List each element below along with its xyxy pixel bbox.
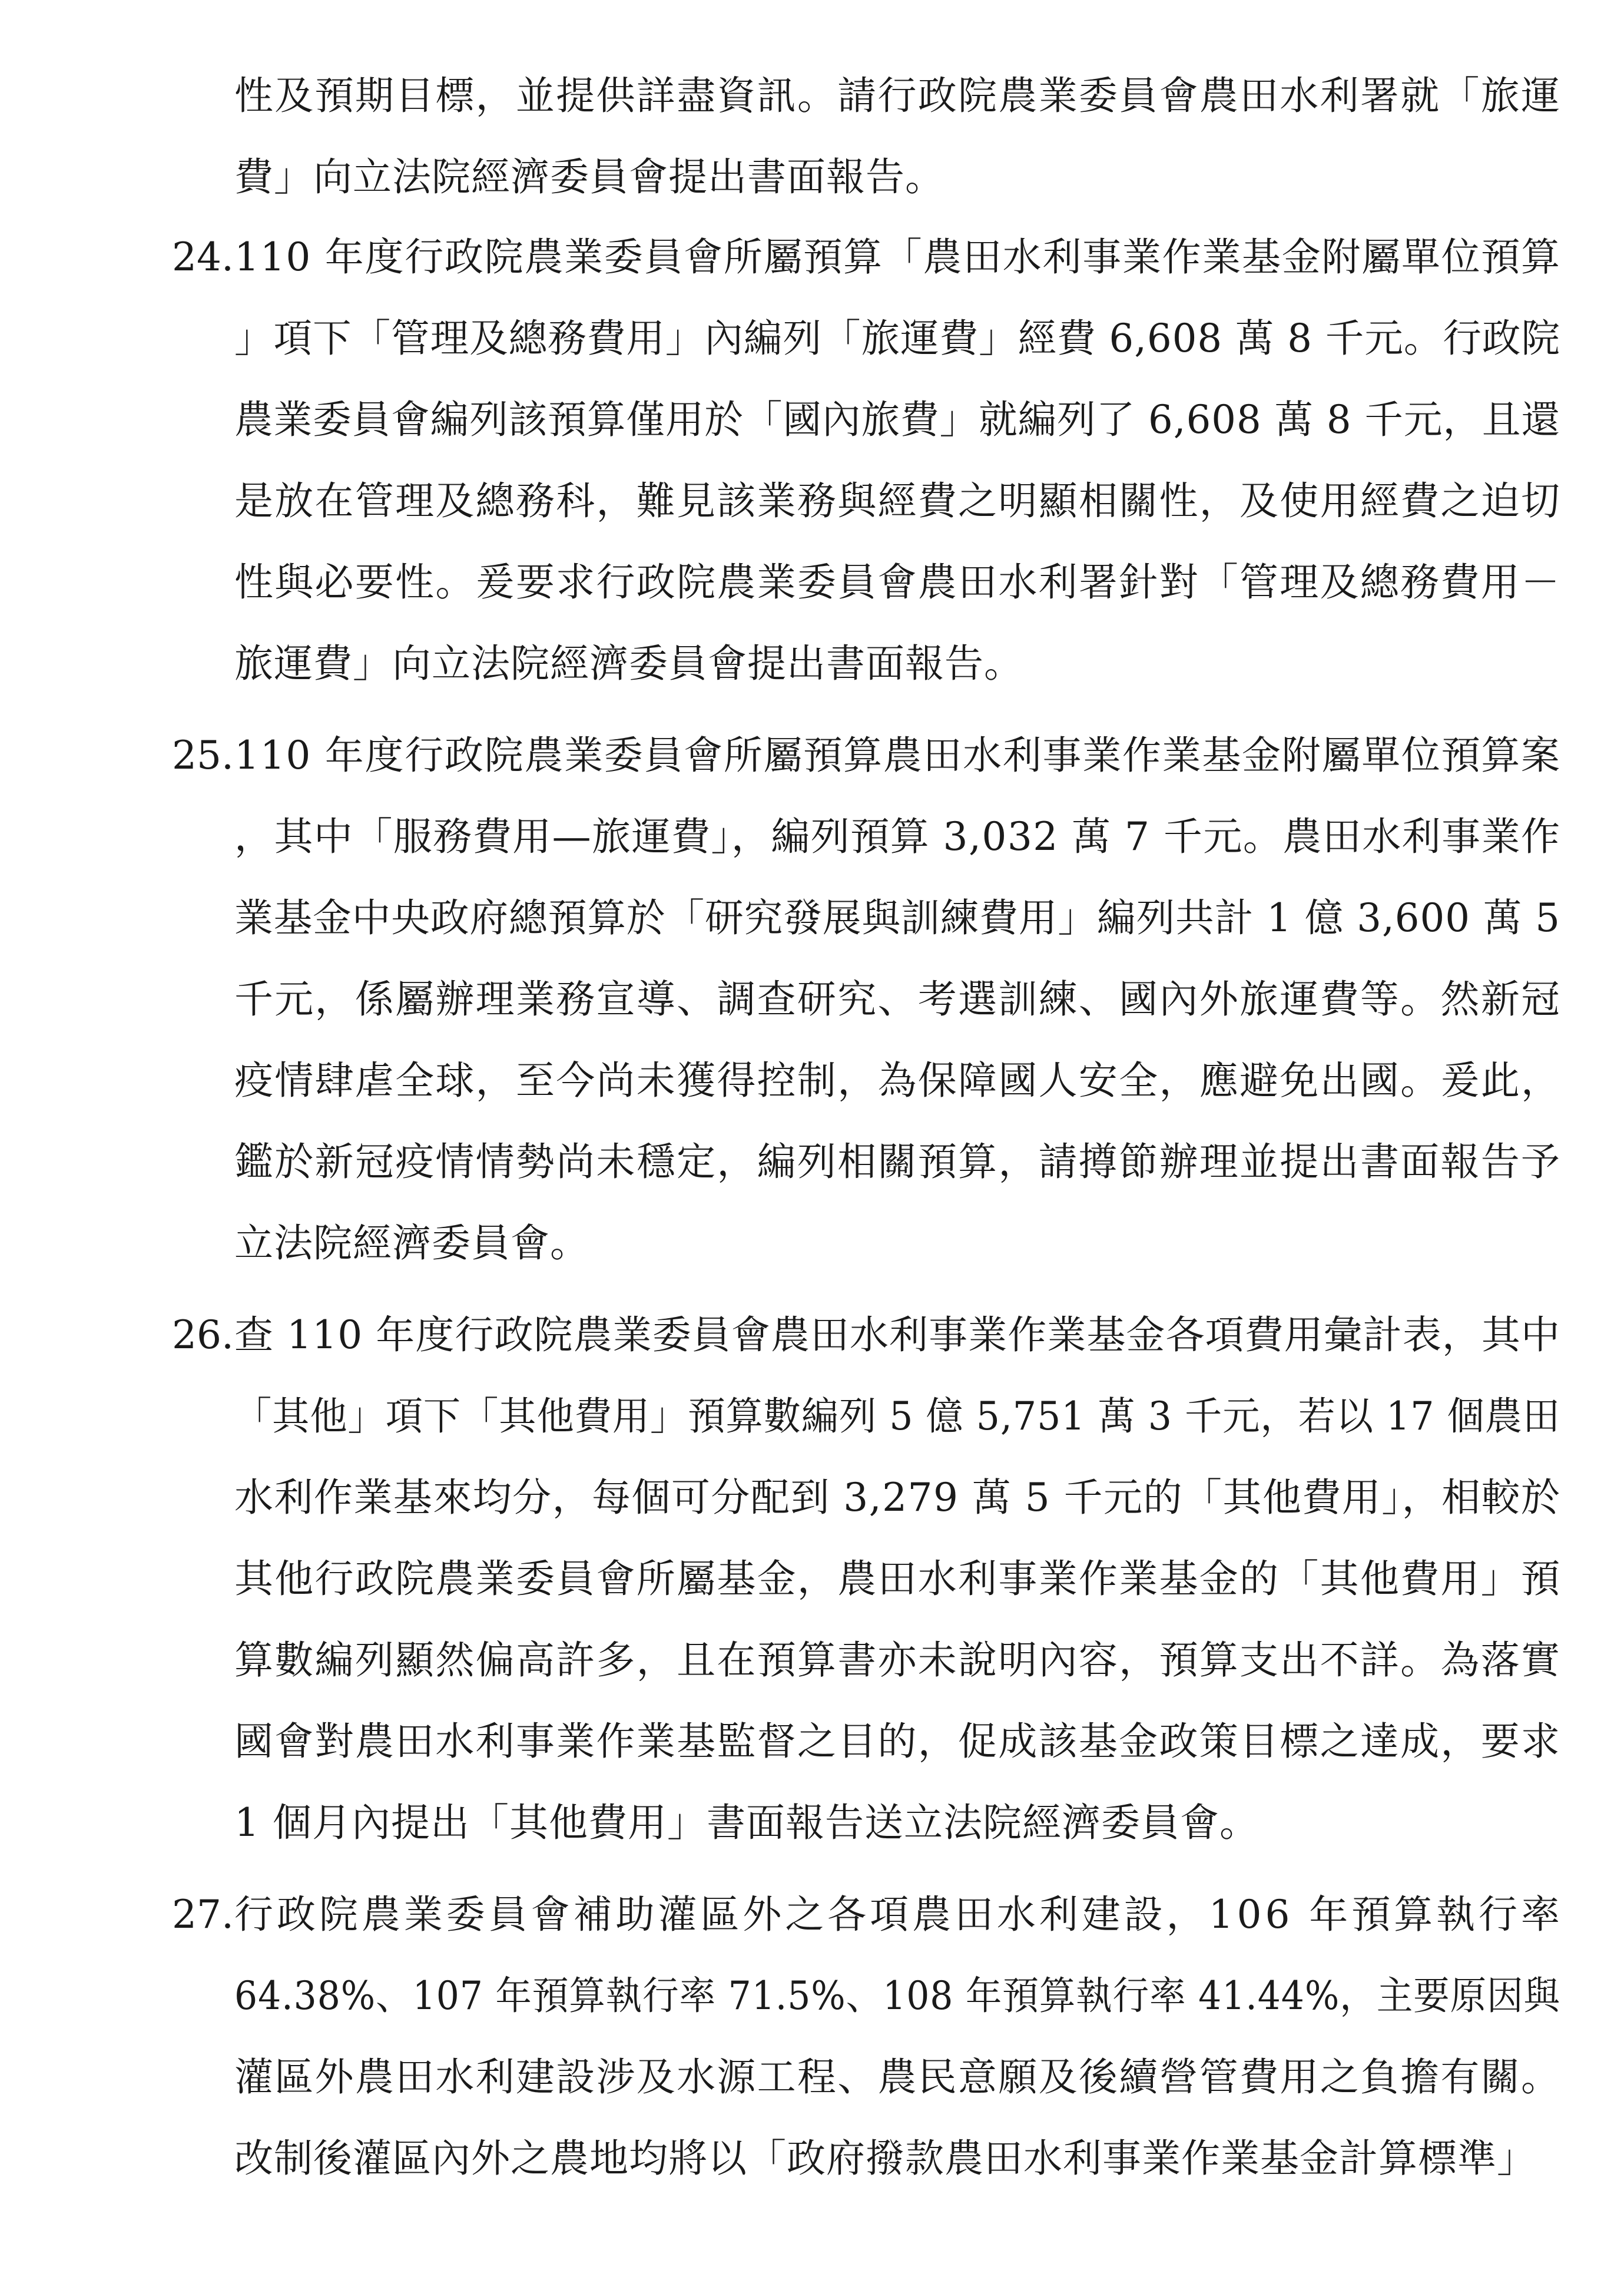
item-number: 25. — [172, 733, 234, 778]
text-line: 千元，係屬辦理業務宣導、調查研究、考選訓練、國內外旅運費等。然新冠 — [234, 977, 1562, 1022]
text-line: 水利作業基來均分，每個可分配到 3,279 萬 5 千元的「其他費用」，相較於 — [234, 1475, 1561, 1520]
item-number: 26. — [172, 1312, 234, 1358]
text-line: 費」向立法院經濟委員會提出書面報告。 — [234, 154, 944, 200]
text-line: 110 年度行政院農業委員會所屬預算「農田水利事業作業基金附屬單位預算 — [234, 234, 1561, 280]
text-line: 查 110 年度行政院農業委員會農田水利事業作業基金各項費用彙計表，其中 — [234, 1312, 1561, 1358]
text-line: 農業委員會編列該預算僅用於「國內旅費」就編列了 6,608 萬 8 千元，且還 — [234, 397, 1560, 442]
text-line: 行政院農業委員會補助灌區外之各項農田水利建設，106 年預算執行率 — [234, 1892, 1563, 1937]
text-line: 立法院經濟委員會。 — [234, 1220, 589, 1266]
text-line: 性與必要性。爰要求行政院農業委員會農田水利署針對「管理及總務費用－ — [234, 560, 1562, 605]
item-number: 24. — [172, 234, 234, 280]
text-line: 國會對農田水利事業作業基監督之目的，促成該基金政策目標之達成，要求 — [234, 1719, 1562, 1764]
text-line: 64.38%、107 年預算執行率 71.5%、108 年預算執行率 41.44%，主要原因與 — [234, 1973, 1560, 2018]
text-line: 疫情肆虐全球，至今尚未獲得控制，為保障國人安全，應避免出國。爰此， — [234, 1058, 1562, 1103]
text-line: 性及預期目標，並提供詳盡資訊。請行政院農業委員會農田水利署就「旅運 — [234, 73, 1562, 118]
text-line: ，其中「服務費用—旅運費」，編列預算 3,032 萬 7 千元。農田水利事業作 — [234, 814, 1561, 859]
text-line: 旅運費」向立法院經濟委員會提出書面報告。 — [234, 641, 1023, 686]
text-line: 改制後灌區內外之農地均將以「政府撥款農田水利事業作業基金計算標準」 — [234, 2136, 1536, 2181]
item-number: 27. — [172, 1892, 234, 1937]
text-line: 」項下「管理及總務費用」內編列「旅運費」經費 6,608 萬 8 千元。行政院 — [234, 316, 1560, 361]
text-line: 1 個月內提出「其他費用」書面報告送立法院經濟委員會。 — [234, 1800, 1259, 1845]
text-line: 鑑於新冠疫情情勢尚未穩定，編列相關預算，請撙節辦理並提出書面報告予 — [234, 1139, 1562, 1184]
text-line: 其他行政院農業委員會所屬基金，農田水利事業作業基金的「其他費用」預 — [234, 1556, 1562, 1601]
text-line: 「其他」項下「其他費用」預算數編列 5 億 5,751 萬 3 千元，若以 17 個農田 — [234, 1394, 1560, 1439]
text-line: 算數編列顯然偏高許多，且在預算書亦未說明內容，預算支出不詳。為落實 — [234, 1637, 1562, 1683]
text-line: 灌區外農田水利建設涉及水源工程、農民意願及後續營管費用之負擔有關。 — [234, 2054, 1562, 2100]
text-line: 是放在管理及總務科，難見該業務與經費之明顯相關性，及使用經費之迫切 — [234, 478, 1562, 524]
text-line: 110 年度行政院農業委員會所屬預算農田水利事業作業基金附屬單位預算案 — [234, 733, 1561, 778]
text-line: 業基金中央政府總預算於「研究發展與訓練費用」編列共計 1 億 3,600 萬 5 — [234, 895, 1560, 941]
